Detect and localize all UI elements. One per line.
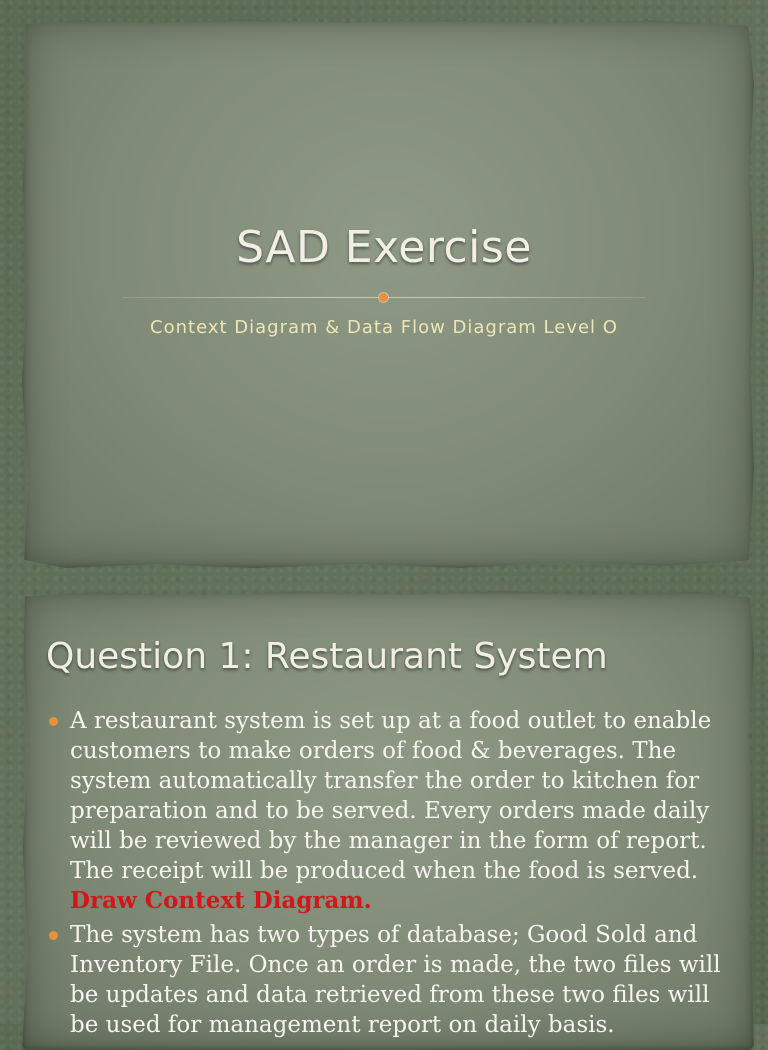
slide-subtitle: Context Diagram & Data Flow Diagram Level O [150, 317, 618, 338]
list-item [46, 920, 726, 1040]
slide-title: SAD Exercise [236, 222, 532, 273]
question-heading: Question 1: Restaurant System [46, 636, 608, 677]
bullet-text: A restaurant system is set up at a food outlet to enable customers to make orders of food & beverages. The system automatically transfer the order to kitchen for preparation and to be served. Every orders made daily will be reviewed by the manager in the form of report. The receipt will be produced when the food is served. [70, 708, 712, 884]
title-slide [22, 18, 754, 568]
bullet-emphasis: Draw Context Diagram. [70, 887, 372, 914]
bullet-dot-icon [49, 931, 58, 940]
bullet-text: The system has two types of database; Good Sold and Inventory File. Once an order is made, the two files will be updates and data retrieved from these two files will be used for management report on daily basis. [70, 922, 721, 1038]
divider-dot-icon [379, 293, 388, 302]
bullet-dot-icon [49, 717, 58, 726]
question-bullet-list [46, 706, 726, 1044]
list-item [46, 706, 726, 916]
